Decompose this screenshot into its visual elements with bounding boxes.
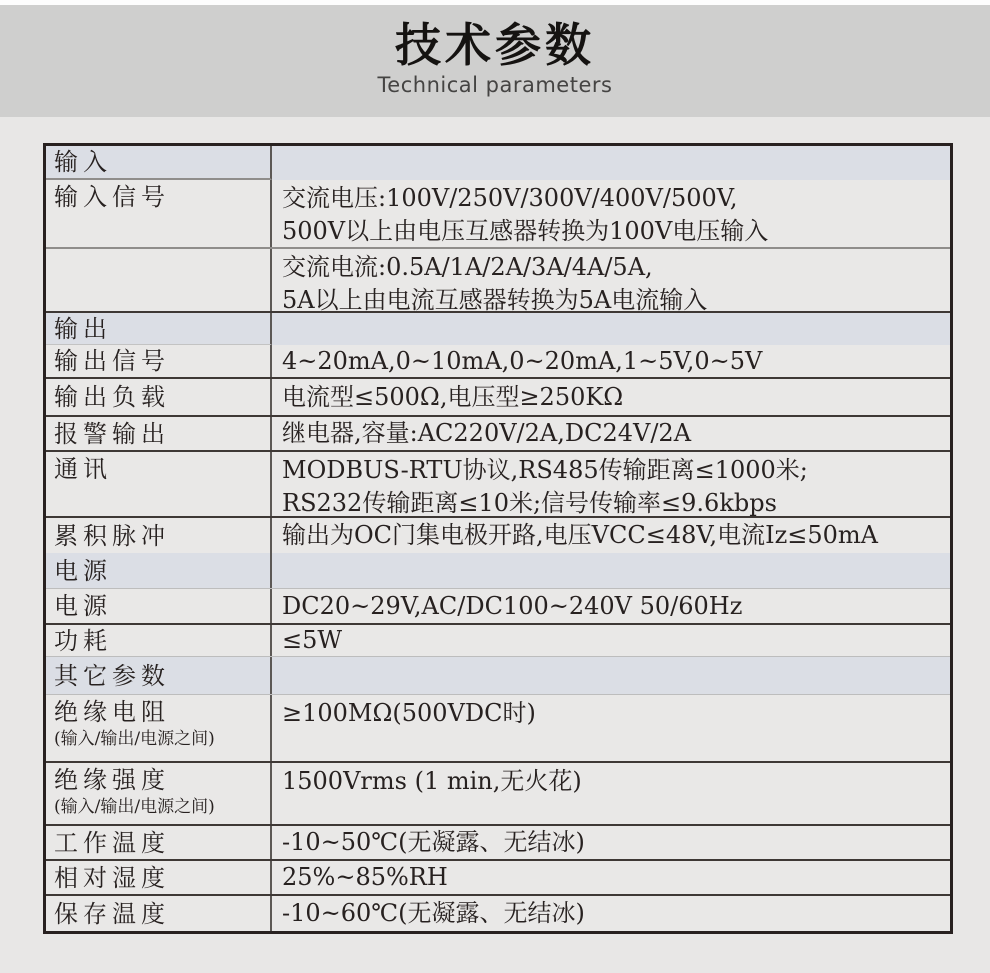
table-row-input-signal-voltage [46,180,950,249]
cell [46,763,272,824]
cell [272,625,950,656]
cell [46,379,272,415]
table-row-input-signal-current [46,249,950,313]
table-row-power-consumption [46,625,950,657]
cell [46,589,272,623]
cell [272,146,950,180]
row-label: 其它参数 [54,661,170,690]
row-label: 相对湿度 [54,863,170,892]
cell [46,657,272,694]
table-row-power-section [46,553,950,589]
row-label: 输出 [54,314,112,343]
cell [272,452,950,516]
page-title: 技术参数 [395,18,595,72]
row-value: 1500Vrms (1 min,无火花) [282,767,582,795]
table-row-output-load [46,379,950,417]
row-label: 电源 [54,556,112,585]
cell [272,518,950,553]
table-row-alarm-output [46,417,950,452]
row-label: 电源 [54,592,112,620]
cell [46,553,272,588]
cell [272,313,950,345]
cell [46,452,272,516]
cell [46,313,272,345]
row-value: 电流型≤500Ω,电压型≥250KΩ [282,382,624,411]
title-band [0,5,990,117]
cell [272,345,950,377]
row-label: 输出信号 [54,347,170,375]
row-label: 工作温度 [54,828,170,857]
row-label: 报警输出 [54,419,170,448]
row-label: 绝缘电阻 [54,698,170,726]
row-value-line2: RS232传输距离≤10米;信号传输率≤9.6kbps [282,489,777,516]
row-label: 保存温度 [54,899,170,928]
table-row-input-section [46,146,950,180]
table-row-power-supply [46,589,950,625]
cell [46,826,272,859]
row-value: -10~50℃(无凝露、无结冰) [282,828,585,856]
row-label: 通讯 [54,455,112,483]
cell [46,417,272,450]
cell [46,861,272,894]
row-label: 累积脉冲 [54,521,170,550]
table-row-output-signal [46,345,950,379]
table-row-accumulated-pulse [46,518,950,553]
cell [46,249,272,311]
row-value: ≥100MΩ(500VDC时) [282,699,536,727]
cell [46,146,272,180]
cell [272,589,950,623]
row-label: 功耗 [54,626,112,655]
cell [46,518,272,553]
row-value: 25%~85%RH [282,863,448,891]
cell [46,625,272,656]
table-row-communication [46,452,950,518]
cell [272,417,950,450]
row-value: 继电器,容量:AC220V/2A,DC24V/2A [282,419,692,447]
cell [46,695,272,761]
table-row-other-params-section [46,657,950,695]
cell [272,553,950,588]
row-value: ≤5W [282,626,343,654]
cell [272,861,950,894]
row-label: 输入信号 [54,183,170,211]
cell [272,180,950,247]
cell [272,896,950,931]
table-row-output-section [46,313,950,345]
table-row-insulation-resistance [46,695,950,763]
table-row-relative-humidity [46,861,950,896]
row-value: 4~20mA,0~10mA,0~20mA,1~5V,0~5V [282,346,763,375]
row-label: 输出负载 [54,383,170,411]
row-value: 输出为OC门集电极开路,电压VCC≤48V,电流Iz≤50mA [282,521,879,549]
row-value-line2: 5A以上由电流互感器转换为5A电流输入 [282,286,708,311]
table-row-working-temperature [46,826,950,861]
row-value: MODBUS-RTU协议,RS485传输距离≤1000米; [282,456,808,484]
cell [272,695,950,761]
cell [272,657,950,694]
row-sublabel: (输入/输出/电源之间) [54,797,215,817]
row-value: DC20~29V,AC/DC100~240V 50/60Hz [282,591,743,620]
row-value: 交流电流:0.5A/1A/2A/3A/4A/5A, [282,253,653,281]
row-value: -10~60℃(无凝露、无结冰) [282,899,585,927]
cell [272,763,950,824]
cell [272,826,950,859]
row-label: 绝缘强度 [54,766,170,794]
table-row-insulation-strength [46,763,950,826]
row-value-line2: 500V以上由电压互感器转换为100V电压输入 [282,217,769,245]
row-sublabel: (输入/输出/电源之间) [54,729,215,749]
row-label: 输入 [54,148,112,176]
cell [272,379,950,415]
cell [46,345,272,377]
spec-table [43,143,953,934]
cell [46,180,272,247]
table-row-storage-temperature [46,896,950,931]
cell [272,249,950,311]
cell [46,896,272,931]
row-value: 交流电压:100V/250V/300V/400V/500V, [282,184,738,212]
page-subtitle: Technical parameters [377,73,613,97]
